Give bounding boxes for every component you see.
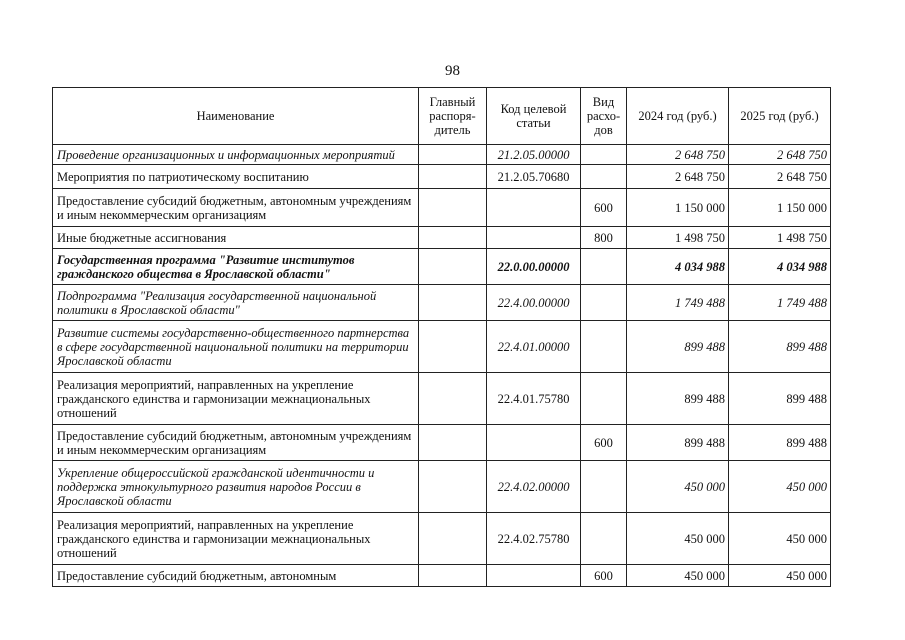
cell-name: Укрепление общероссийской гражданской идентичности и поддержка этнокультурного развития народов России в Ярославской области [53,461,419,513]
cell-glav [419,461,487,513]
cell-vid [581,249,627,285]
header-code: Код целевой статьи [487,88,581,145]
cell-2024: 1 749 488 [627,285,729,321]
cell-code [487,565,581,587]
table-row [53,321,831,373]
cell-2024: 2 648 750 [627,145,729,165]
cell-code [487,189,581,227]
cell-code [487,425,581,461]
cell-code: 22.4.02.75780 [487,513,581,565]
cell-code: 22.0.00.00000 [487,249,581,285]
cell-2024: 899 488 [627,373,729,425]
cell-2025: 450 000 [729,461,831,513]
cell-2024: 1 498 750 [627,227,729,249]
cell-vid [581,373,627,425]
cell-name: Проведение организационных и информационных мероприятий [53,145,419,165]
cell-glav [419,227,487,249]
cell-vid [581,145,627,165]
cell-glav [419,373,487,425]
cell-vid: 800 [581,227,627,249]
cell-2025: 2 648 750 [729,145,831,165]
cell-name: Иные бюджетные ассигнования [53,227,419,249]
page-number: 98 [445,63,460,79]
table-row [53,227,831,249]
cell-name: Предоставление субсидий бюджетным, автономным учреждениям и иным некоммерческим организациям [53,189,419,227]
cell-glav [419,249,487,285]
cell-code: 22.4.02.00000 [487,461,581,513]
cell-2025: 1 498 750 [729,227,831,249]
cell-name: Государственная программа "Развитие институтов гражданского общества в Ярославской области" [53,249,419,285]
cell-2024: 450 000 [627,461,729,513]
cell-2025: 1 150 000 [729,189,831,227]
cell-vid [581,285,627,321]
table-row [53,285,831,321]
cell-code: 21.2.05.00000 [487,145,581,165]
cell-glav [419,165,487,189]
cell-vid: 600 [581,425,627,461]
header-glav: Главный распоря-дитель [419,88,487,145]
cell-glav [419,565,487,587]
cell-2025: 450 000 [729,565,831,587]
cell-name: Предоставление субсидий бюджетным, автономным [53,565,419,587]
cell-name: Предоставление субсидий бюджетным, автономным учреждениям и иным некоммерческим организациям [53,425,419,461]
cell-vid: 600 [581,565,627,587]
cell-vid: 600 [581,189,627,227]
header-2024: 2024 год (руб.) [627,88,729,145]
table-row [53,565,831,587]
cell-2024: 2 648 750 [627,165,729,189]
cell-vid [581,461,627,513]
table-row [53,165,831,189]
cell-glav [419,145,487,165]
cell-name: Подпрограмма "Реализация государственной национальной политики в Ярославской области" [53,285,419,321]
cell-glav [419,321,487,373]
table-row [53,513,831,565]
budget-table [52,87,831,587]
cell-2024: 899 488 [627,321,729,373]
table-row [53,249,831,285]
cell-2025: 899 488 [729,425,831,461]
cell-glav [419,513,487,565]
cell-2025: 2 648 750 [729,165,831,189]
cell-2024: 4 034 988 [627,249,729,285]
cell-code: 22.4.01.00000 [487,321,581,373]
cell-code [487,227,581,249]
cell-2025: 899 488 [729,321,831,373]
table-row [53,373,831,425]
cell-2025: 1 749 488 [729,285,831,321]
header-name: Наименование [53,88,419,145]
cell-name: Мероприятия по патриотическому воспитанию [53,165,419,189]
cell-code: 22.4.00.00000 [487,285,581,321]
cell-2024: 450 000 [627,565,729,587]
header-vid: Вид расхо-дов [581,88,627,145]
cell-2025: 450 000 [729,513,831,565]
cell-name: Реализация мероприятий, направленных на укрепление гражданского единства и гармонизации межнациональных отношений [53,373,419,425]
cell-vid [581,513,627,565]
cell-vid [581,321,627,373]
cell-name: Развитие системы государственно-общественного партнерства в сфере государственной национальной политики на территории Ярославской области [53,321,419,373]
cell-vid [581,165,627,189]
table-row [53,461,831,513]
table-row [53,189,831,227]
cell-glav [419,189,487,227]
cell-2025: 4 034 988 [729,249,831,285]
cell-glav [419,285,487,321]
cell-2024: 1 150 000 [627,189,729,227]
table-row [53,425,831,461]
table-row [53,145,831,165]
cell-2024: 899 488 [627,425,729,461]
cell-glav [419,425,487,461]
table-header-row [53,88,831,145]
cell-2025: 899 488 [729,373,831,425]
cell-2024: 450 000 [627,513,729,565]
header-2025: 2025 год (руб.) [729,88,831,145]
cell-name: Реализация мероприятий, направленных на укрепление гражданского единства и гармонизации межнациональных отношений [53,513,419,565]
cell-code: 22.4.01.75780 [487,373,581,425]
table-body [53,145,831,587]
cell-code: 21.2.05.70680 [487,165,581,189]
